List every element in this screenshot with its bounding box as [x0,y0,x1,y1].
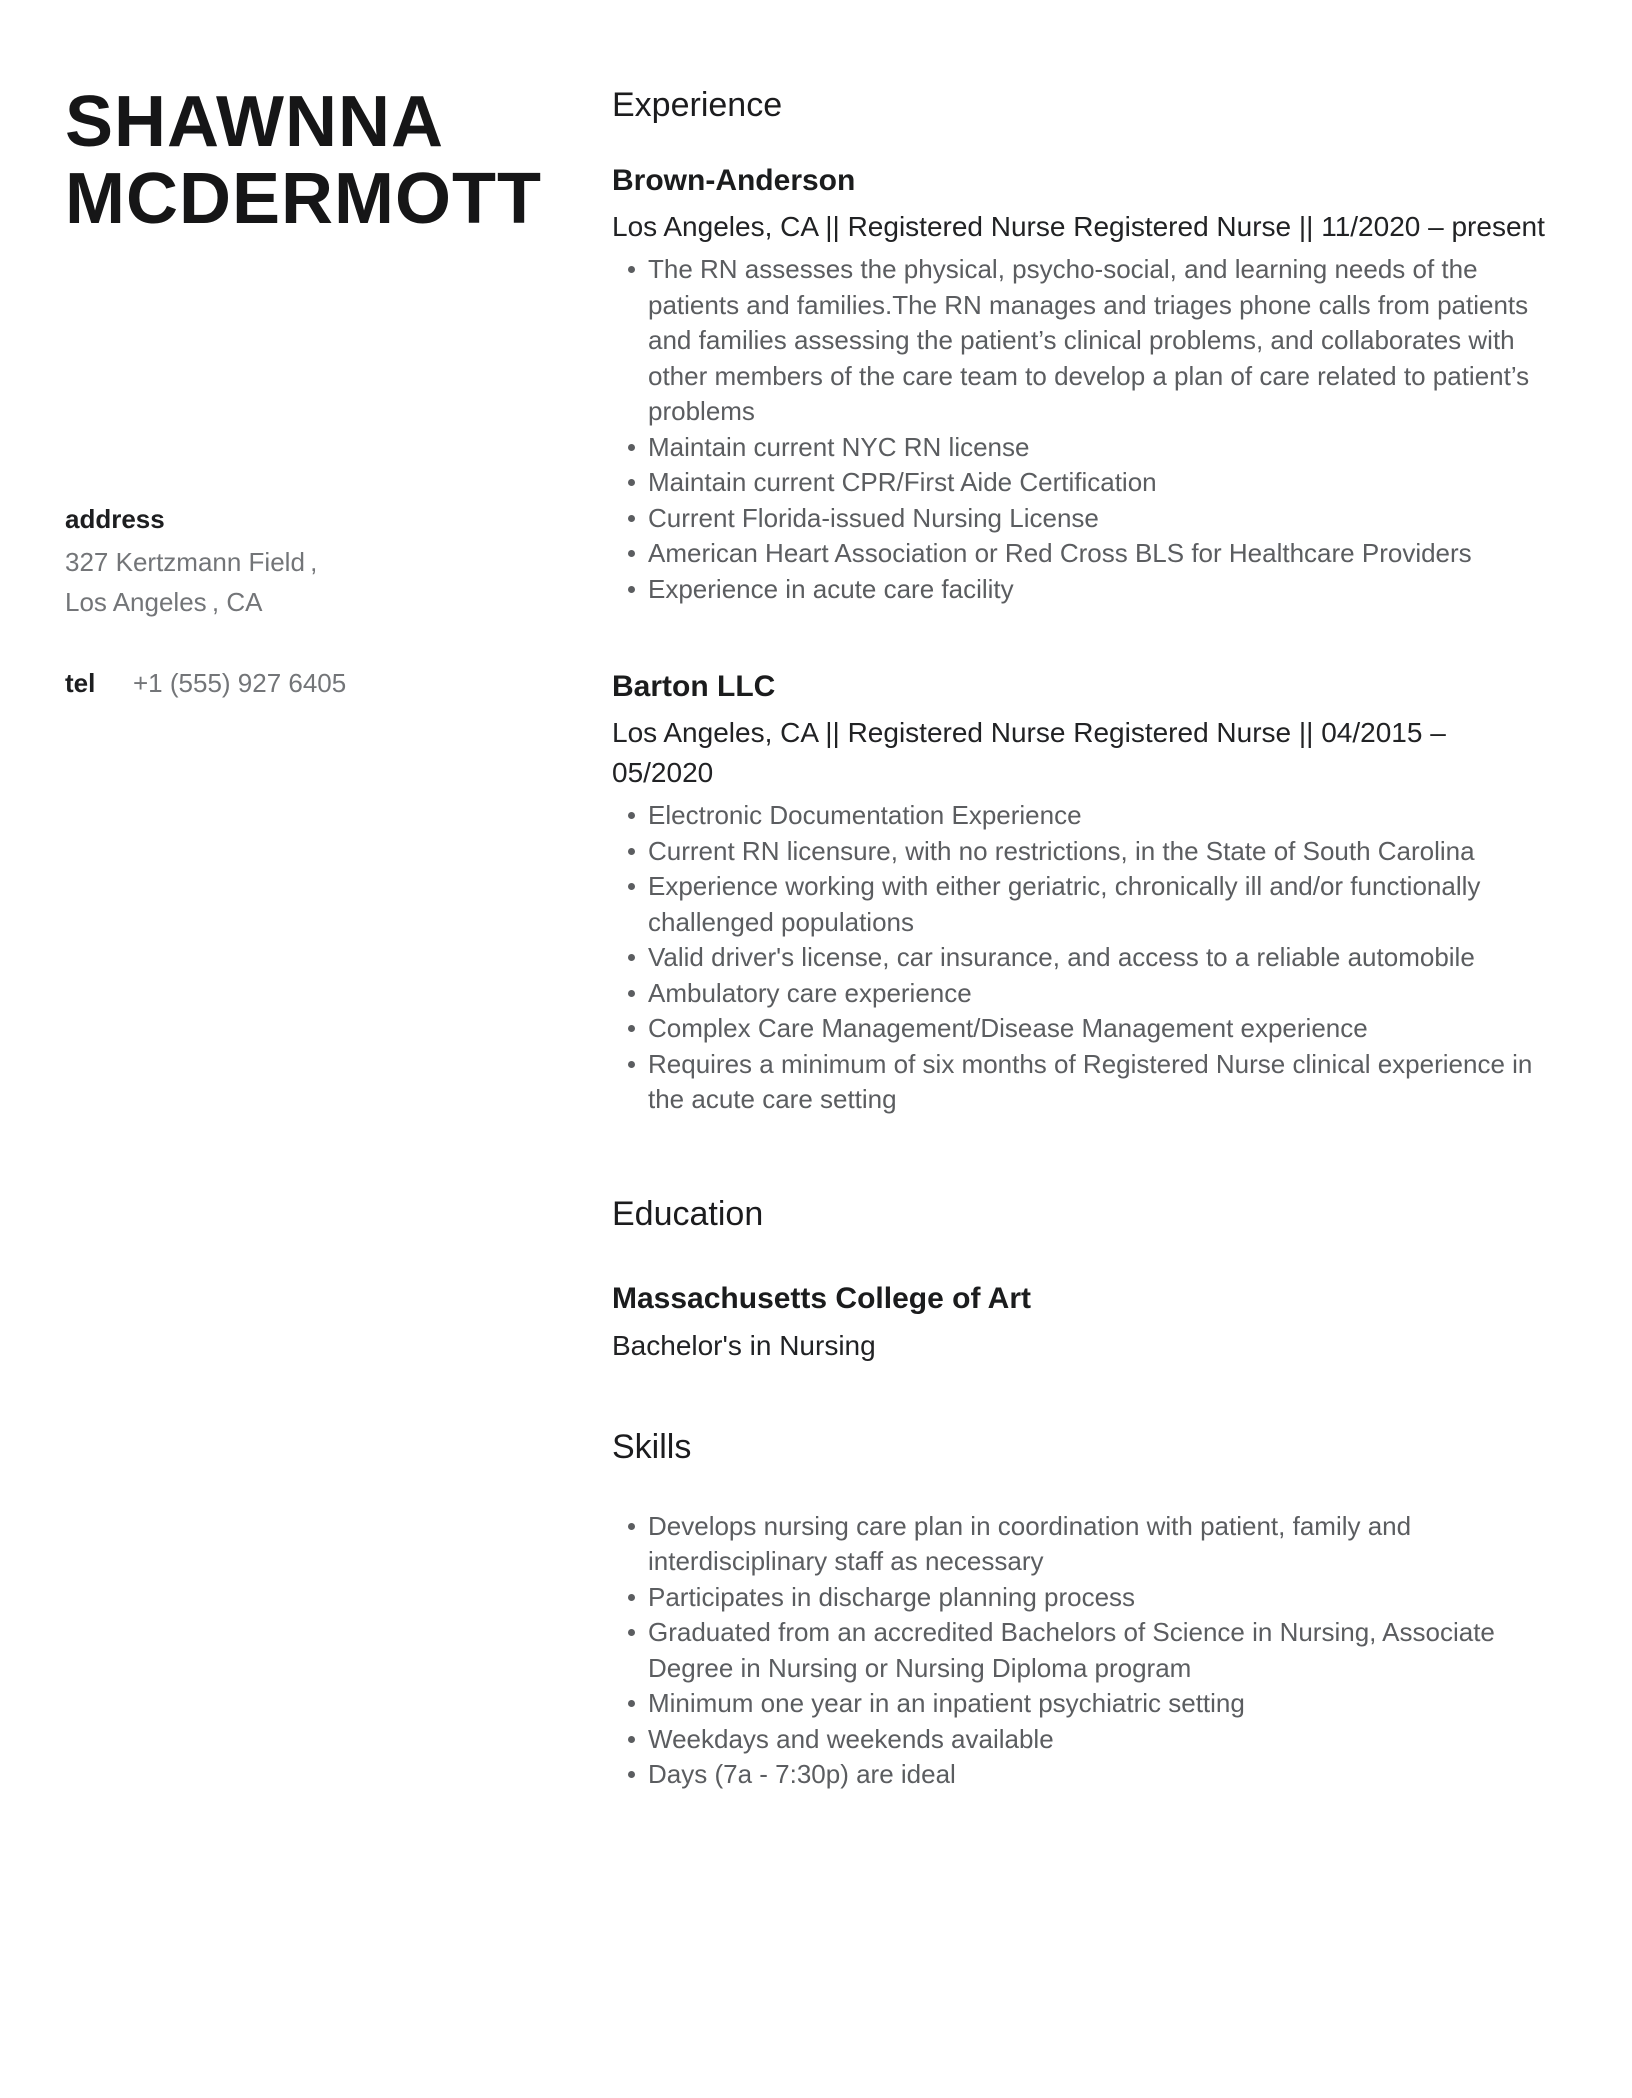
job-bullet: Experience in acute care facility [648,572,1567,608]
address-label: address [65,504,165,534]
job-bullet: Requires a minimum of six months of Registered Nurse clinical experience in the acute care setting [648,1047,1567,1118]
section-skills [612,1425,1567,1793]
education-degree: Bachelor's in Nursing [612,1329,876,1361]
address-line-1: 327 Kertzmann Field , [65,547,318,577]
job-company: Barton LLC [612,670,776,703]
job-bullet: Maintain current NYC RN license [648,430,1567,466]
job-bullet: American Heart Association or Red Cross BLS for Healthcare Providers [648,536,1567,572]
left-column [65,84,565,700]
job-bullet: Valid driver's license, car insurance, and access to a reliable automobile [648,940,1567,976]
job-bullet: Electronic Documentation Experience [648,798,1567,834]
skill-bullet: Minimum one year in an inpatient psychiatric setting [648,1686,1567,1722]
skill-bullet: Weekdays and weekends available [648,1722,1567,1758]
job-meta: Los Angeles, CA || Registered Nurse Registered Nurse || 04/2015 – 05/2020 [612,717,1446,788]
skill-bullet: Graduated from an accredited Bachelors of Science in Nursing, Associate Degree in Nursing or Nursing Diploma program [648,1615,1567,1686]
job-bullet: The RN assesses the physical, psycho-social, and learning needs of the patients and families.The RN manages and triages phone calls from patients and families assessing the patient’s clinical problems, and collaborates with other members of the care team to develop a plan of care related to patient’s problems [648,252,1567,430]
job-bullet: Complex Care Management/Disease Management experience [648,1011,1567,1047]
job-entry-barton-llc [612,669,1567,1118]
job-bullet: Experience working with either geriatric, chronically ill and/or functionally challenged populations [648,869,1567,940]
job-bullet: Maintain current CPR/First Aide Certification [648,465,1567,501]
tel-block [65,666,565,700]
job-entry-brown-anderson [612,163,1567,607]
skill-bullet: Participates in discharge planning process [648,1580,1567,1616]
skill-bullet: Develops nursing care plan in coordination with patient, family and interdisciplinary staff as necessary [648,1509,1567,1580]
skills-heading: Skills [612,1427,692,1466]
skills-bullet-list [612,1509,1567,1793]
name-line-2: MCDERMOTT [65,159,542,239]
job-company: Brown-Anderson [612,164,856,197]
name-line-1: SHAWNNA [65,82,444,162]
job-bullet: Current Florida-issued Nursing License [648,501,1567,537]
section-experience [612,83,1567,1118]
education-school: Massachusetts College of Art [612,1281,1031,1315]
job-bullet-list [612,252,1567,607]
skill-bullet: Days (7a - 7:30p) are ideal [648,1757,1567,1793]
address-line-2: Los Angeles , CA [65,587,263,617]
tel-value: +1 (555) 927 6405 [133,668,347,698]
address-block [65,502,565,622]
job-bullet: Ambulatory care experience [648,976,1567,1012]
job-bullet: Current RN licensure, with no restrictions, in the State of South Carolina [648,834,1567,870]
experience-heading: Experience [612,86,783,124]
job-meta: Los Angeles, CA || Registered Nurse Registered Nurse || 11/2020 – present [612,211,1545,242]
tel-label: tel [65,668,96,698]
person-name [65,84,565,238]
education-heading: Education [612,1194,764,1233]
main-column [612,83,1567,1793]
address-value [65,542,565,622]
job-bullet-list [612,798,1567,1118]
section-education [612,1192,1567,1366]
